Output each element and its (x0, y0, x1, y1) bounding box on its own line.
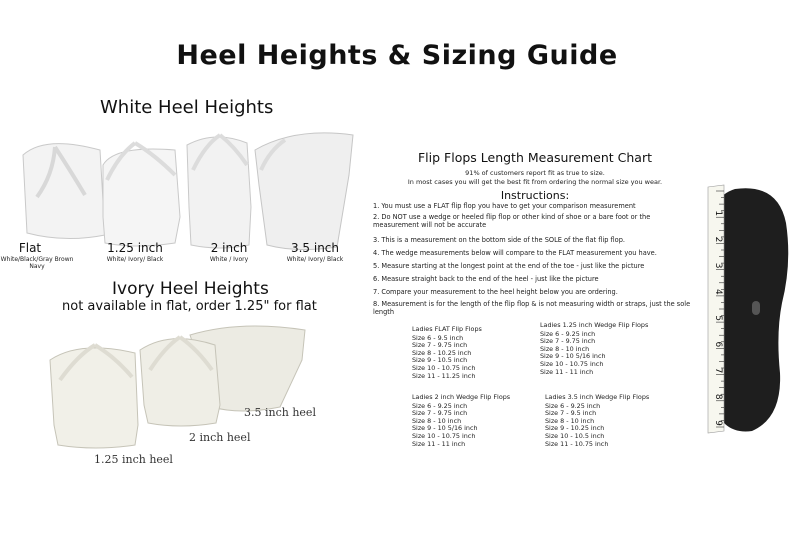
size-row: Size 8 - 10 inch (412, 416, 462, 425)
ivory-flip-flops-photo (40, 315, 320, 465)
tape-number: 7 (713, 367, 723, 374)
sole-measurement-photo (690, 183, 794, 443)
size-row: Size 6 - 9.5 inch (412, 333, 464, 342)
125-inch-size-group (540, 322, 680, 376)
tape-number: 2 (713, 236, 723, 243)
instruction-item: 1. You must use a FLAT flip flop you have to get your comparison measurement (373, 202, 636, 210)
2-inch-label: 2 inch (210, 241, 248, 255)
ivory-heights-heading: Ivory Heel Heights (112, 279, 269, 299)
size-row: Size 11 - 10.75 inch (545, 439, 609, 448)
page-title: Heel Heights & Sizing Guide (176, 40, 618, 71)
chart-intro-1: 91% of customers report fit as true to size. (465, 169, 605, 177)
size-row: Size 8 - 10 inch (540, 344, 590, 353)
size-row: Size 6 - 9.25 inch (412, 401, 468, 410)
size-row: Size 9 - 10.5 inch (412, 356, 468, 365)
2-inch-size-group (412, 394, 542, 448)
size-row: Size 7 - 9.75 inch (412, 341, 468, 350)
35-inch-label: 3.5 inch (290, 241, 340, 255)
toe-post-hole (752, 301, 760, 315)
tape-number: 5 (713, 315, 723, 321)
ivory-2-caption: 2 inch heel (189, 431, 251, 444)
125-inch-label: 1.25 inch (107, 241, 163, 255)
125-inch-colors: White/ Ivory/ Black (106, 256, 164, 263)
size-row: Size 10 - 10.75 inch (412, 363, 476, 372)
size-row: Size 7 - 9.75 inch (540, 337, 596, 346)
instruction-item: 4. The wedge measurements below will compare to the FLAT measurement you have. (373, 249, 657, 257)
size-row: Size 9 - 10 5/16 inch (412, 424, 478, 433)
ivory-35-caption: 3.5 inch heel (244, 406, 316, 419)
white-2-inch-wedge (187, 135, 251, 248)
white-flip-flops-photo (15, 125, 375, 255)
instruction-item: 7. Compare your measurement to the heel height below you are ordering. (373, 288, 618, 296)
chart-title: Flip Flops Length Measurement Chart (417, 150, 652, 165)
tape-number: 1 (713, 210, 723, 217)
flat-colors: White/Black/Gray Brown Navy (0, 256, 74, 270)
2-inch-colors: White / Ivory (209, 256, 249, 263)
instruction-item: 8. Measurement is for the length of the flip flop & is not measuring width or straps, just the sole length (373, 300, 691, 316)
size-group-title: Ladies 1.25 inch Wedge Flip Flops (540, 321, 649, 329)
white-flat-flip-flop (23, 144, 105, 239)
instruction-item: 6. Measure straight back to the end of the heel - just like the picture (373, 275, 599, 283)
chart-intro-2: In most cases you will get the best fit from ordering the normal size you wear. (407, 178, 663, 186)
size-row: Size 8 - 10 inch (545, 416, 595, 425)
35-inch-colors: White/ Ivory/ Black (286, 256, 344, 263)
white-125-inch-wedge (103, 143, 180, 246)
measuring-tape (708, 185, 724, 433)
white-35-inch-wedge (255, 133, 353, 250)
ivory-availability-note: not available in flat, order 1.25" for flat (62, 299, 317, 314)
size-row: Size 10 - 10.75 inch (412, 431, 476, 440)
size-row: Size 10 - 10.5 inch (545, 431, 605, 440)
instructions-heading: Instructions: (500, 189, 570, 202)
tape-number: 4 (713, 289, 723, 295)
instruction-item: 5. Measure starting at the longest point at the end of the toe - just like the picture (373, 262, 645, 270)
size-row: Size 11 - 11 inch (412, 439, 466, 448)
flat-size-group (412, 326, 532, 380)
size-row: Size 7 - 9.5 inch (545, 409, 597, 418)
instruction-item: 2. Do NOT use a wedge or heeled flip flop or other kind of shoe or a bare foot or the measurement will not be accurate (373, 213, 651, 229)
ivory-125-inch-wedge (50, 345, 138, 448)
flat-label: Flat (18, 241, 42, 255)
size-row: Size 6 - 9.25 inch (540, 329, 596, 338)
size-group-title: Ladies 2 inch Wedge Flip Flops (412, 393, 511, 401)
size-row: Size 9 - 10 5/16 inch (540, 352, 606, 361)
instruction-item: 3. This is a measurement on the bottom side of the SOLE of the flat flip flop. (373, 236, 625, 244)
tape-number: 6 (713, 341, 723, 348)
size-row: Size 11 - 11.25 inch (412, 371, 476, 380)
ivory-2-inch-wedge (140, 337, 220, 426)
size-group-title: Ladies FLAT Flip Flops (412, 325, 482, 333)
size-row: Size 11 - 11 inch (540, 367, 594, 376)
size-row: Size 10 - 10.75 inch (540, 359, 604, 368)
size-row: Size 7 - 9.75 inch (412, 409, 468, 418)
white-heights-heading: White Heel Heights (100, 97, 274, 118)
tape-number: 3 (713, 262, 723, 269)
tape-number: 9 (713, 420, 723, 426)
tape-number: 8 (713, 393, 723, 400)
size-row: Size 6 - 9.25 inch (545, 401, 601, 410)
35-inch-size-group (545, 394, 680, 448)
ivory-125-caption: 1.25 inch heel (94, 453, 173, 466)
size-row: Size 9 - 10.25 inch (545, 424, 605, 433)
size-row: Size 8 - 10.25 inch (412, 348, 472, 357)
size-group-title: Ladies 3.5 inch Wedge Flip Flops (545, 393, 650, 401)
